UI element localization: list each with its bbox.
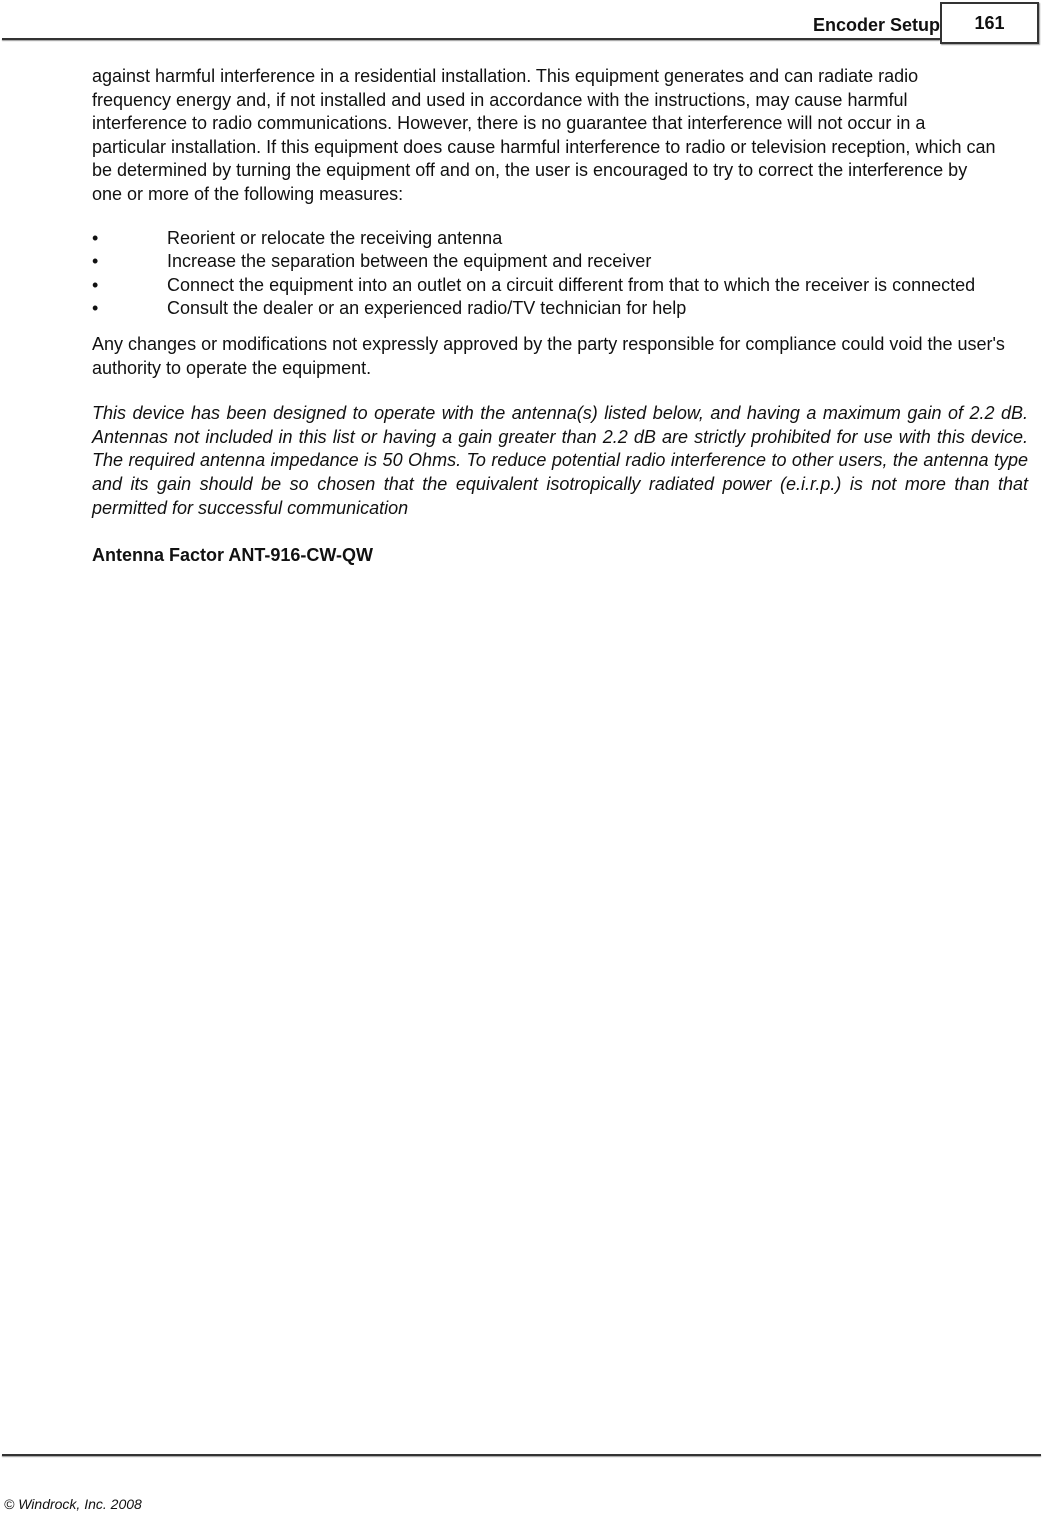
page-number: 161 (940, 2, 1039, 44)
list-item-text: Reorient or relocate the receiving antenna (167, 227, 503, 248)
list-item (92, 227, 1028, 251)
fcc-interference-paragraph: against harmful interference in a residential installation. This equipment generates and can radiate radio frequency energy and, if not installed and used in accordance with the instructions, may cause harmful interference to radio communications. However, there is no guarantee that interference will not occur in a particular installation. If this equipment does cause harmful interference to radio or television reception, which can be determined by turning the equipment off and on, the user is encouraged to try to correct the interference by one or more of the following measures: (92, 66, 996, 204)
list-item (92, 274, 1028, 298)
list-item-text: Increase the separation between the equipment and receiver (167, 251, 652, 272)
list-item (92, 297, 1028, 321)
list-item (92, 250, 1028, 274)
bullet-icon: • (92, 274, 99, 295)
modifications-warning-paragraph: Any changes or modifications not expressly approved by the party responsible for compliance could void the user's authority to operate the equipment. (92, 333, 1005, 378)
list-item-text: Connect the equipment into an outlet on a circuit different from that to which the receiver is connected (167, 274, 976, 295)
list-item-text: Consult the dealer or an experienced radio/TV technician for help (167, 298, 687, 319)
antenna-model-heading: Antenna Factor ANT-916-CW-QW (92, 545, 373, 566)
bullet-icon: • (92, 251, 99, 272)
header-rule (2, 38, 940, 40)
bullet-icon: • (92, 298, 99, 319)
corrective-measures-list (92, 227, 1028, 321)
antenna-statement-paragraph: This device has been designed to operate with the antenna(s) listed below, and having a maximum gain of 2.2 dB. Antennas not included in this list or having a gain greater than 2.2 dB are strictly prohibited for use with this device. The required antenna impedance is 50 Ohms. To reduce potential radio interference to other users, the antenna type and its gain should be so chosen that the equivalent isotropically radiated power (e.i.r.p.) is not more than that permitted for successful communication (92, 403, 1028, 518)
bullet-icon: • (92, 227, 99, 248)
page-body (92, 65, 1028, 568)
copyright-notice: © Windrock, Inc. 2008 (4, 1496, 142, 1512)
section-title: Encoder Setup (812, 15, 940, 35)
footer-rule (2, 1454, 1041, 1456)
